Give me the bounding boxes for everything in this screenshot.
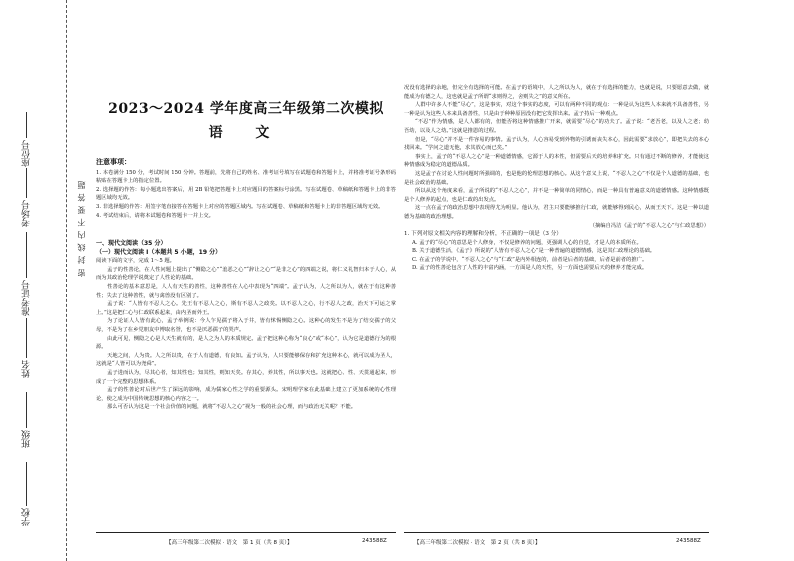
left-column <box>96 0 396 561</box>
passage-paragraph: “不忍”作为情感，是人人都有的，但能否将这种情感推广开来，就需要“尽心”的功夫了。孟子说：“老吾老，以及人之老；幼吾幼，以及人之幼。”这就是推恩的过程。 <box>404 119 709 134</box>
passage-paragraph: 这一点在孟子的政治思想中表现得尤为明显。他认为，君主只要能够推行仁政，就能够得到民心，从而王天下。这是一种以道德为基础的政治理想。 <box>404 205 709 220</box>
subsection-heading: （一）现代文阅读 Ⅰ（本题共 5 小题，19 分） <box>96 248 222 256</box>
paper-code: 243588Z <box>676 538 701 544</box>
source-citation: （摘编自冯洁《孟子的“不忍人之心”与仁政思想》） <box>589 222 709 229</box>
page-footer: 【高三年级第二次模拟 · 语文 第 1 页（共 8 页）】 <box>166 540 293 546</box>
notice-block <box>96 158 396 220</box>
passage-paragraph: 事实上，孟子的“不忍人之心”是一种道德情感，它源于人的本性，但需要后天的培养和扩充。只有通过不断的修养，才能使这种情感成为稳定的道德品质。 <box>404 153 709 169</box>
footer-divider <box>404 532 709 533</box>
question-option-d[interactable]: D. 孟子的性善论包含了人性的丰富内涵，一方面是人的天性，另一方面也需要后天的修养才能完成。 <box>412 265 648 272</box>
notice-item: 3. 非选择题的作答：用签字笔直接答在答题卡上对应的答题区域内。写在试题卷、草稿纸和答题卡上的非答题区域均无效。 <box>96 203 384 210</box>
paper-code: 243588Z <box>362 538 387 544</box>
seat-number-field[interactable] <box>26 112 27 138</box>
question-option-a[interactable]: A. 孟子的“尽心”的意思是个人修身，不仅是修养的问题，更强调人心的自觉，才是人的本质所在。 <box>412 239 642 246</box>
question-option-b[interactable]: B. 关于道德生活，《孟子》所说的“人皆有不忍人之心”是一种普遍的道德情感，这是其仁政理论的基础。 <box>412 248 656 255</box>
school-field[interactable] <box>26 462 27 506</box>
notice-heading: 注意事项： <box>96 158 131 166</box>
class-label: 班级 <box>22 430 32 448</box>
school-label: 学校 <box>22 508 32 526</box>
passage-paragraph: 由此可见，恻隐之心是人天生就有的，是人之为人的本质规定。孟子把这种心称为“良心”或“本心”，认为它是道德行为的根源。 <box>96 335 396 351</box>
passage-paragraph: 天地之间，人为贵。人之所以贵，在于人有道德，有良知。孟子认为，人只要能够保存和扩充这种本心，就可以成为圣人，这就是“人皆可以为尧舜”。 <box>96 352 396 368</box>
footer-divider <box>96 532 396 533</box>
passage-paragraph: 孟子说：“人皆有不忍人之心。先王有不忍人之心，斯有不忍人之政矣。以不忍人之心，行不忍人之政，治天下可运之掌上。”这是把仁心与仁政联系起来，由内圣而外王。 <box>96 301 396 316</box>
exam-room-field[interactable] <box>26 168 27 198</box>
seal-warning: 密 封 线 内 不 要 答 题 <box>77 180 86 277</box>
exam-subject: 语 文 <box>208 125 284 141</box>
section-heading: 一、现代文阅读（35 分） <box>96 240 167 247</box>
notice-item: 2. 选择题的作答：每小题选出答案后，用 2B 铅笔把答题卡上对应题目的答案标号涂黑。写在试题卷、草稿纸和答题卡上的非答题区域均无效。 <box>96 186 396 202</box>
reading-instruction: 阅读下面的文字，完成 1～5 题。 <box>96 258 175 265</box>
notice-item: 1. 本卷满分 150 分，考试时间 150 分钟。答题前，先将自己的姓名、准考证号填写在试题卷和答题卡上，并将准考证号条形码粘贴在答题卡上的指定位置。 <box>96 169 396 185</box>
name-label: 姓名 <box>22 360 32 378</box>
passage-paragraph: 但是，“尽心”并不是一件容易的事情。孟子认为，人心容易受到外物的引诱而丧失本心，因此需要“求放心”，即把失去的本心找回来。“学问之道无他，求其放心而已矣。” <box>404 136 709 152</box>
passage-paragraph: 所以从这个角度来看，孟子所说的“不忍人之心”，并不是一种简单的同情心，而是一种具有普遍意义的道德情感。这种情感既是个人修养的起点，也是仁政的出发点。 <box>404 188 709 203</box>
passage-paragraph: 性善论的基本意思是，人人有天生的善性，这种善性在人心中表现为“四端”。孟子认为，人之所以为人，就在于有这种善性；失去了这种善性，就与禽兽没有区别了。 <box>96 283 396 299</box>
passage-left <box>96 240 396 412</box>
passage-paragraph: 孟子进而认为，尽其心者，知其性也；知其性，则知天矣。存其心，养其性，所以事天也。这就把心、性、天贯通起来，形成了一个完整的思想体系。 <box>96 369 396 385</box>
passage-paragraph: 况没有选择的余地，但完全有选择的可能。在孟子的语境中，人之所以为人，就在于有选择的能力，也就是说，只要愿意去做，就能成为有德之人，这也就是孟子所谓“求则得之，舍则失之”的意义所在。 <box>404 85 709 100</box>
seat-number-label: 座位号 <box>22 140 32 167</box>
passage-paragraph: 那么可否认为这是一个社会价值的问题，就将“不忍人之心”视为一般的社会心理，而与政治无关呢？不能。 <box>107 404 357 411</box>
passage-paragraph: 孟子的性善论，在人性问题上提出了“恻隐之心”“羞恶之心”“辞让之心”“是非之心”的四端之说，将仁义礼智归本于人心，从而为其政治伦理学说奠定了人性论的基础。 <box>96 266 396 282</box>
question-stem: 1. 下列对原文相关内容的理解和分析，不正确的一项是（3 分） <box>404 231 562 238</box>
notice-item: 4. 考试结束后，请将本试题卷和答题卡一并上交。 <box>96 212 214 219</box>
page-footer: 【高三年级第二次模拟 · 语文 第 2 页（共 8 页）】 <box>414 540 541 546</box>
exam-id-field[interactable] <box>26 232 27 278</box>
passage-paragraph: 孟子的性善论对后世产生了深远的影响，成为儒家心性之学的重要源头。宋明理学家在此基础上建立了更加系统的心性理论，使之成为中国传统思想的核心内容之一。 <box>96 387 396 402</box>
passage-paragraph: 为了论证人人皆有此心，孟子举例说：今人乍见孺子将入于井，皆有怵惕恻隐之心。这种心的发生不是为了结交孺子的父母，不是为了在乡党朋友中博取名誉，也不是厌恶孺子的哭声。 <box>96 318 396 333</box>
class-field[interactable] <box>26 392 27 428</box>
passage-paragraph: 这是孟子在讨论人性问题时所强调的，也是他的伦理思想的核心。从这个意义上说，“不忍人之心”不仅是个人道德的基础，也是社会政治的基础。 <box>404 170 709 186</box>
exam-title: 2023～2024 学年度高三年级第二次模拟 <box>108 101 384 117</box>
right-column <box>404 0 709 561</box>
passage-right <box>404 84 709 273</box>
question-option-c[interactable]: C. 在孟子的学说中，“不忍人之心”与“仁政”是内外相连的，前者是后者的基础，后者是前者的推广。 <box>412 256 648 263</box>
seal-line <box>66 0 67 561</box>
name-field[interactable] <box>26 318 27 358</box>
exam-id-label: 准考证号 <box>22 280 32 316</box>
exam-room-label: 考场号 <box>22 200 32 227</box>
passage-paragraph: 人群中许多人不能“尽心”，这是事实，对这个事实的态度，可以有两种不同的观点：一种是认为这些人本来就不具备善性，另一种是认为这些人本来具备善性，只是由于种种原因没有把它发挥出来。孟子持后一种观点。 <box>404 102 709 117</box>
binding-strip <box>0 0 88 561</box>
